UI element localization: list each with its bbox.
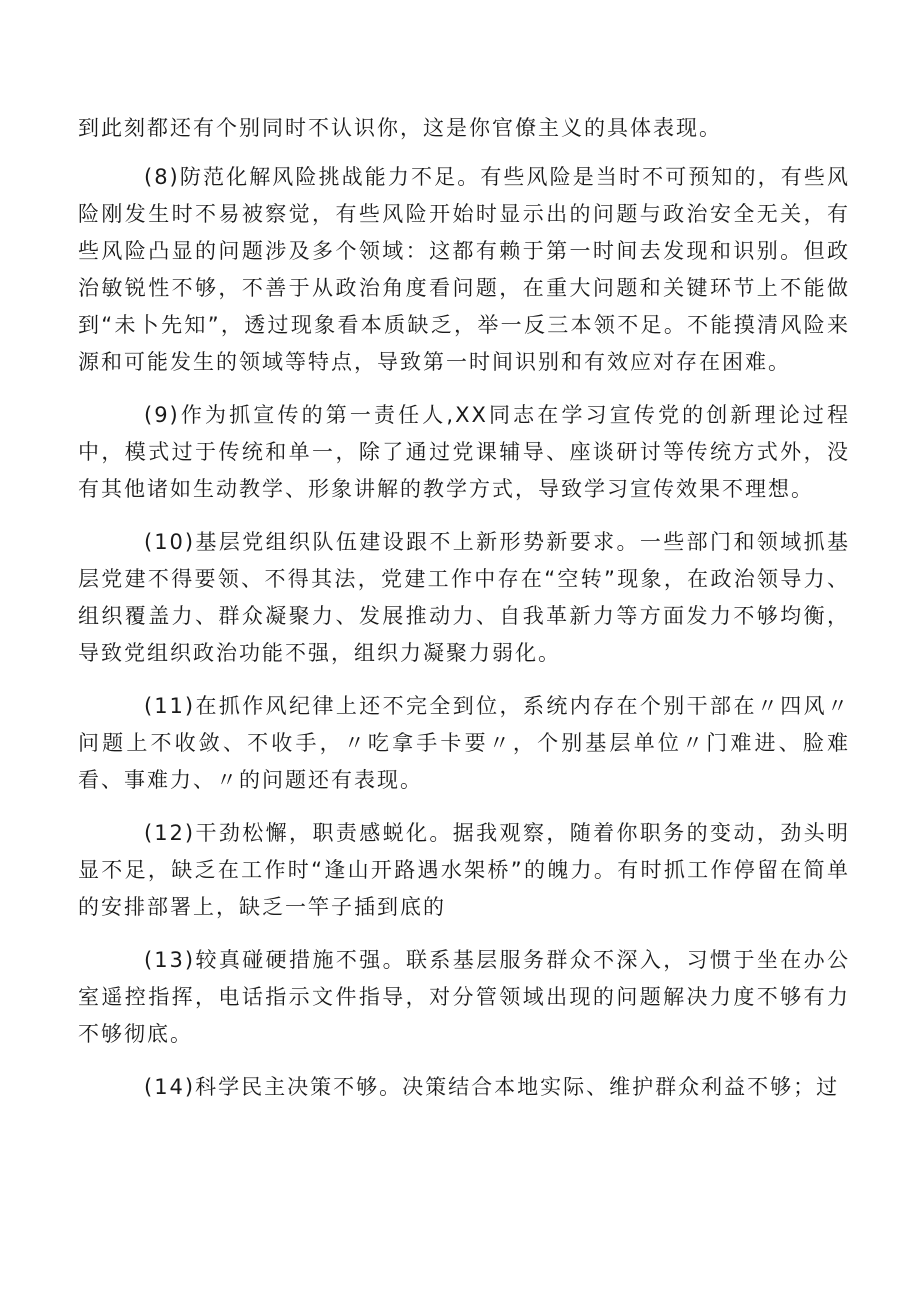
document-body	[78, 110, 850, 1106]
paragraph-item-10: (10)基层党组织队伍建设跟不上新形势新要求。一些部门和领域抓基层党建不得要领、不得其法，党建工作中存在“空转”现象，在政治领导力、组织覆盖力、群众凝聚力、发展推动力、自我革新力等方面发力不够均衡，导致党组织政治功能不强，组织力凝聚力弱化。	[78, 530, 850, 665]
paragraph-item-14: (14)科学民主决策不够。决策结合本地实际、维护群众利益不够；过	[144, 1075, 840, 1099]
paragraph-item-9: (9)作为抓宣传的第一责任人,XX同志在学习宣传党的创新理论过程中，模式过于传统和单一，除了通过党课辅导、座谈研讨等传统方式外，没有其他诸如生动教学、形象讲解的教学方式，导致学习宣传效果不理想。	[78, 403, 850, 501]
paragraph-item-8: (8)防范化解风险挑战能力不足。有些风险是当时不可预知的，有些风险刚发生时不易被察觉，有些风险开始时显示出的问题与政治安全无关，有些风险凸显的问题涉及多个领域：这都有赖于第一时间去发现和识别。但政治敏锐性不够，不善于从政治角度看问题，在重大问题和关键环节上不能做到“未卜先知”，透过现象看本质缺乏，举一反三本领不足。不能摸清风险来源和可能发生的领域等特点，导致第一时间识别和有效应对存在困难。	[78, 165, 850, 374]
paragraph-item-11: (11)在抓作风纪律上还不完全到位，系统内存在个别干部在〃四风〃问题上不收敛、不收手，〃吃拿手卡要〃，个别基层单位〃门难进、脸难看、事难力、〃的问题还有表现。	[78, 694, 850, 792]
paragraph-item-13: (13)较真碰硬措施不强。联系基层服务群众不深入，习惯于坐在办公室遥控指挥，电话指示文件指导，对分管领域出现的问题解决力度不够有力不够彻底。	[78, 948, 850, 1046]
paragraph-continued: 到此刻都还有个别同时不认识你，这是你官僚主义的具体表现。	[78, 116, 722, 140]
paragraph-item-12: (12)干劲松懈，职责感蜕化。据我观察，随着你职务的变动，劲头明显不足，缺乏在工作时“逢山开路遇水架桥”的魄力。有时抓工作停留在简单的安排部署上，缺乏一竿子插到底的	[78, 821, 850, 919]
